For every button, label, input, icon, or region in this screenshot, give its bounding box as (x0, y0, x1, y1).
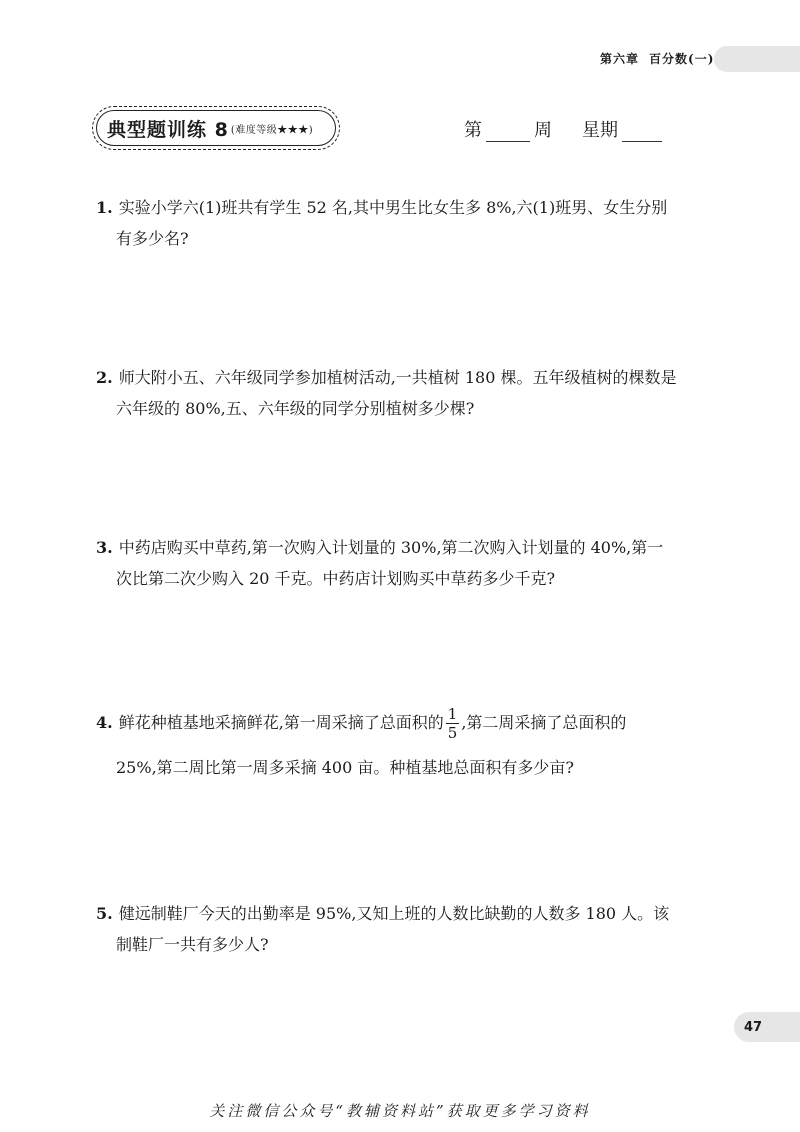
page-number-tab (734, 1012, 800, 1042)
difficulty-label: (难度等级★★★) (230, 124, 314, 136)
title-badge (92, 106, 340, 150)
question-text-line1: 健远制鞋厂今天的出勤率是 95%,又知上班的人数比缺勤的人数多 180 人。该 (118, 904, 670, 923)
week-weekday-line (464, 116, 666, 142)
question-text-line1: 实验小学六(1)班共有学生 52 名,其中男生比女生多 8%,六(1)班男、女生分别 (118, 198, 668, 217)
question-2 (96, 362, 726, 424)
fraction-numerator: 1 (447, 704, 458, 723)
question-number: 5. (96, 904, 113, 923)
section-label: 百分数(一) (649, 52, 715, 66)
question-1 (96, 192, 726, 254)
question-number: 4. (96, 713, 113, 732)
fraction (446, 704, 460, 742)
question-text-line2: 25%,第二周比第一周多采摘 400 亩。种植基地总面积有多少亩? (116, 757, 574, 777)
title-badge-inner (96, 110, 336, 146)
chapter-label: 第六章 (600, 52, 640, 66)
page-title: 典型题训练 8 (107, 118, 229, 141)
chapter-header-text (600, 50, 714, 67)
question-3 (96, 532, 726, 594)
question-text-line2: 制鞋厂一共有多少人? (116, 935, 269, 954)
question-text-line1-end: ,第二周采摘了总面积的 (461, 713, 627, 732)
fraction-denominator: 5 (447, 723, 458, 742)
week-prefix: 第 (464, 120, 482, 141)
question-4 (96, 706, 726, 785)
question-number: 1. (96, 198, 113, 217)
weekday-label: 星期 (582, 120, 618, 141)
page-number: 47 (744, 1019, 763, 1035)
question-text-line1: 师大附小五、六年级同学参加植树活动,一共植树 180 棵。五年级植树的棵数是 (118, 368, 677, 387)
weekday-blank (622, 123, 662, 142)
question-text-line1-start: 鲜花种植基地采摘鲜花,第一周采摘了总面积的 (118, 713, 444, 732)
week-blank (486, 123, 530, 142)
chapter-header (586, 46, 800, 72)
question-5 (96, 898, 726, 960)
chapter-header-tab (714, 46, 800, 72)
question-text-line2: 次比第二次少购入 20 千克。中药店计划购买中草药多少千克? (116, 569, 556, 588)
question-number: 2. (96, 368, 113, 387)
question-text-line2: 有多少名? (116, 229, 189, 248)
question-text-line2: 六年级的 80%,五、六年级的同学分别植树多少棵? (116, 399, 475, 418)
question-number: 3. (96, 538, 113, 557)
question-text-line1: 中药店购买中草药,第一次购入计划量的 30%,第二次购入计划量的 40%,第一 (118, 538, 664, 557)
footer-watermark: 关注微信公众号“教辅资料站”获取更多学习资料 (209, 1102, 591, 1120)
week-label: 周 (534, 120, 552, 141)
